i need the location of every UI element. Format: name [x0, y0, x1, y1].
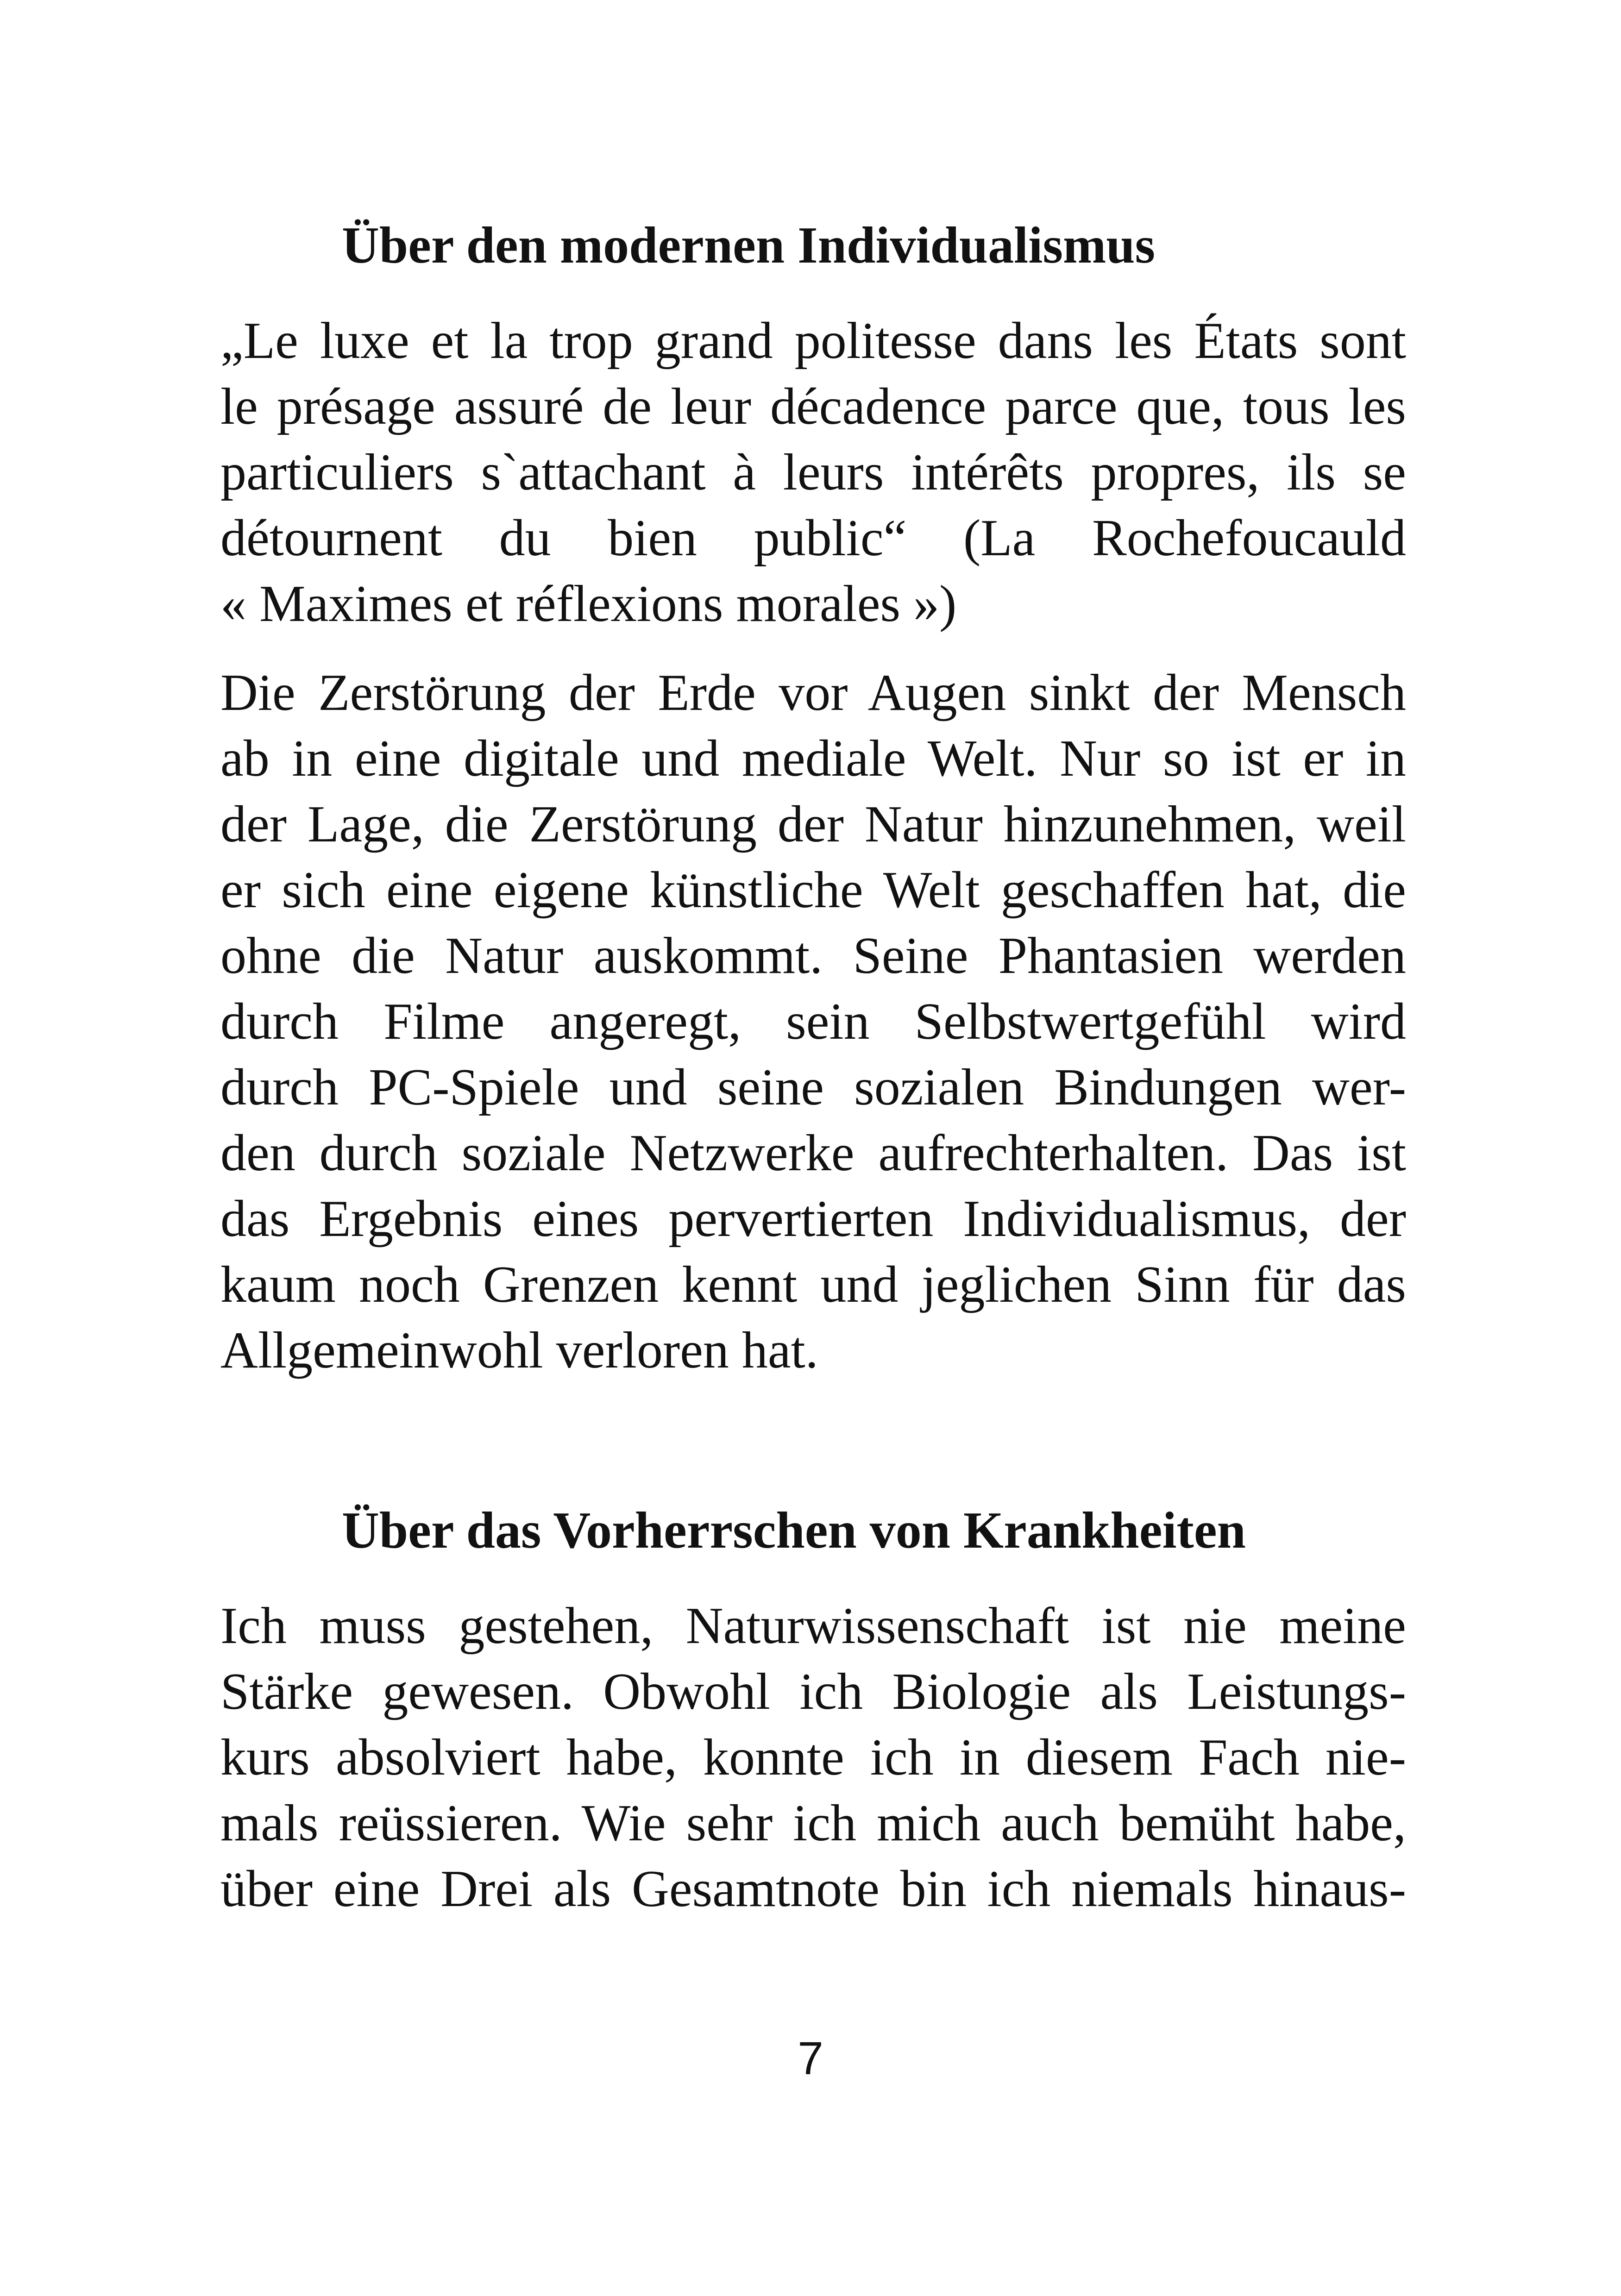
- text-line: mals reüssieren. Wie sehr ich mich auch bemüht habe,: [220, 1794, 1406, 1852]
- text-line: durch PC-Spiele und seine sozialen Bindungen wer-: [220, 1059, 1406, 1116]
- quote-line: particuliers s`attachant à leurs intérêts propres, ils se: [220, 444, 1406, 501]
- quote-line: détournent du bien public“ (La Rochefoucauld: [220, 509, 1406, 567]
- quote-line: „Le luxe et la trop grand politesse dans les États sont: [220, 312, 1406, 370]
- text-line: er sich eine eigene künstliche Welt geschaffen hat, die: [220, 861, 1406, 919]
- text-line: Stärke gewesen. Obwohl ich Biologie als Leistungs-: [220, 1663, 1406, 1720]
- section-heading: Über den modernen Individualismus: [342, 217, 1156, 274]
- page-number: 7: [798, 2033, 823, 2084]
- text-line: Allgemeinwohl verloren hat.: [220, 1322, 818, 1379]
- text-line: der Lage, die Zerstörung der Natur hinzunehmen, weil: [220, 796, 1406, 853]
- body-paragraph: [220, 1593, 1406, 1922]
- quote-line: le présage assuré de leur décadence parce que, tous les: [220, 378, 1406, 435]
- text-line: ab in eine digitale und mediale Welt. Nur so ist er in: [220, 730, 1406, 787]
- body-paragraph: [220, 660, 1406, 1383]
- text-line: das Ergebnis eines pervertierten Individualismus, der: [220, 1190, 1406, 1248]
- quote-line: « Maximes et réflexions morales »): [220, 575, 957, 633]
- text-line: über eine Drei als Gesamtnote bin ich niemals hinaus-: [220, 1860, 1406, 1918]
- text-line: ohne die Natur auskommt. Seine Phantasien werden: [220, 927, 1406, 985]
- epigraph-quote: [220, 308, 1406, 637]
- text-line: durch Filme angeregt, sein Selbstwertgefühl wird: [220, 993, 1406, 1050]
- text-line: kurs absolviert habe, konnte ich in diesem Fach nie-: [220, 1729, 1406, 1786]
- text-line: Ich muss gestehen, Naturwissenschaft ist nie meine: [220, 1597, 1406, 1655]
- text-line: kaum noch Grenzen kennt und jeglichen Sinn für das: [220, 1256, 1406, 1313]
- text-line: Die Zerstörung der Erde vor Augen sinkt der Mensch: [220, 664, 1406, 721]
- text-line: den durch soziale Netzwerke aufrechterhalten. Das ist: [220, 1124, 1406, 1182]
- section-heading: Über das Vorherrschen von Krankheiten: [342, 1502, 1246, 1559]
